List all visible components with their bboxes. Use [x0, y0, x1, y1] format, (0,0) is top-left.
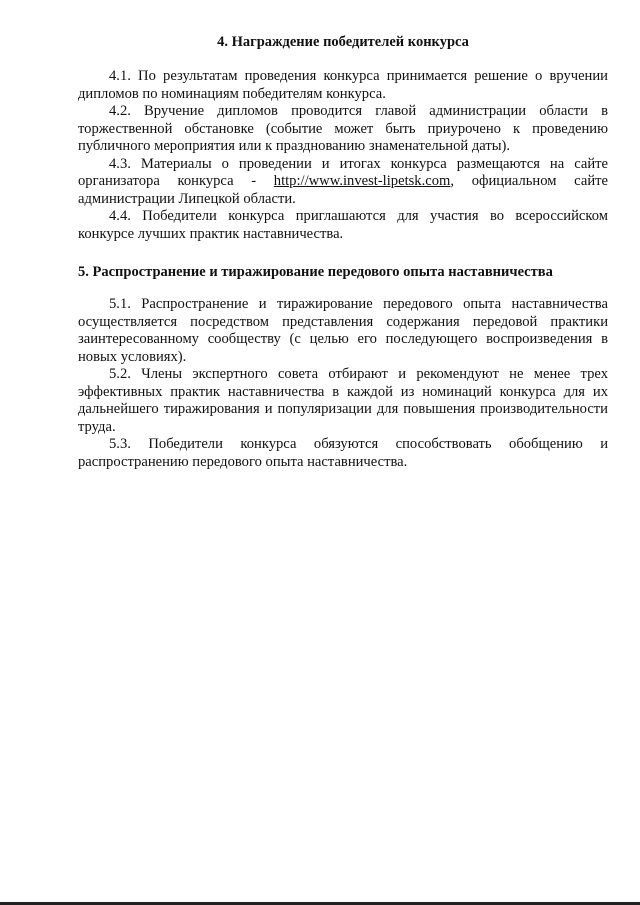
paragraph-5-2: 5.2. Члены экспертного совета отбирают и рекомендуют не менее трех эффективных практик наставничества в каждой из номинаций конкурса для их дальнейшего тиражирования и популяризации для повышения производительности труда. [78, 366, 608, 435]
paragraph-4-2: 4.2. Вручение дипломов проводится главой администрации области в торжественной обстановке (событие может быть приурочено к проведению публичного мероприятия или к празднованию знаменательной даты). [78, 103, 608, 154]
section-5-title: 5. Распространение и тиражирование передового опыта наставничества [78, 264, 553, 280]
paragraph-4-3 [78, 156, 608, 209]
paragraph-4-3-text-end: , официальном сайте администрации Липецкой области. [78, 173, 608, 207]
document-page [78, 33, 608, 471]
section-4-title: 4. Награждение победителей конкурса [217, 34, 469, 50]
paragraph-4-4: 4.4. Победители конкурса приглашаются для участия во всероссийском конкурсе лучших практик наставничества. [78, 208, 608, 242]
invest-lipetsk-link[interactable]: http://www.invest-lipetsk.com [273, 173, 451, 189]
paragraph-4-1: 4.1. По результатам проведения конкурса принимается решение о вручении дипломов по номинациям победителям конкурса. [78, 68, 608, 102]
paragraph-5-1: 5.1. Распространение и тиражирование передового опыта наставничества осуществляется посредством представления содержания передовой практики заинтересованному сообществу (с целью его последующего воспроизведения в новых условиях). [78, 296, 608, 365]
paragraph-5-3: 5.3. Победители конкурса обязуются способствовать обобщению и распространению передового опыта наставничества. [78, 436, 608, 470]
paragraph-4-3-text-start: 4.3. Материалы о проведении и итогах конкурса размещаются на сайте организатора конкурса - [78, 155, 608, 189]
